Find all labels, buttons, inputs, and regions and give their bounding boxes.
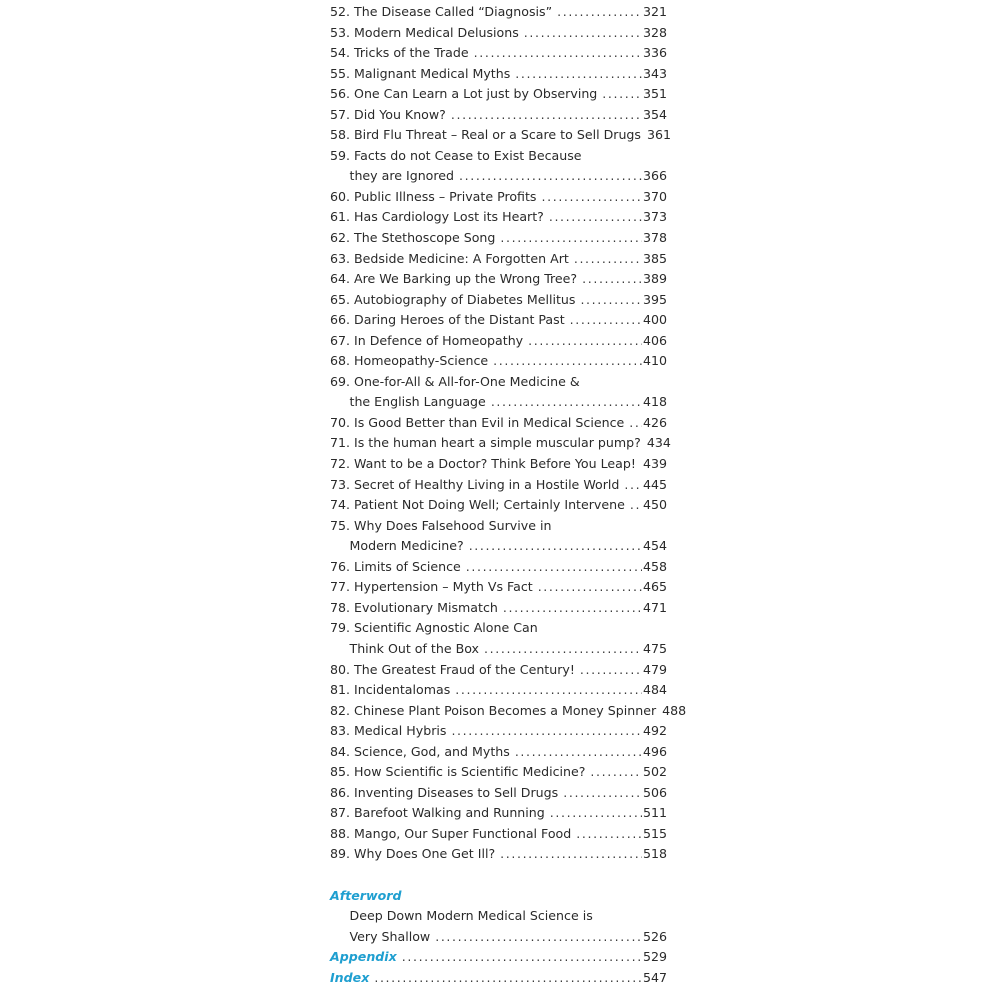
dot-leader	[602, 84, 642, 105]
toc-entry-continued	[330, 166, 667, 187]
entry-title: Malignant Medical Myths	[354, 65, 511, 81]
entry-number: 82.	[330, 702, 351, 718]
afterword-title: Deep Down Modern Medical Science is	[349, 908, 593, 924]
toc-entry	[330, 598, 667, 619]
entry-number: 58.	[330, 127, 351, 143]
entry-page: 511	[642, 805, 667, 821]
entry-page: 450	[642, 497, 667, 513]
entry-page: 454	[642, 538, 667, 554]
entry-number: 66.	[330, 312, 351, 328]
entry-title: Want to be a Doctor? Think Before You Leap!	[354, 456, 636, 472]
dot-leader	[451, 105, 642, 126]
entry-page: 366	[642, 168, 667, 184]
table-of-contents	[330, 2, 687, 988]
entry-number: 65.	[330, 291, 351, 307]
dot-leader	[524, 23, 642, 44]
entry-title: Scientific Agnostic Alone Can	[354, 620, 538, 636]
entry-title: Medical Hybris	[354, 723, 447, 739]
entry-page: 506	[642, 784, 667, 800]
entry-page: 479	[642, 661, 667, 677]
toc-entry	[330, 413, 667, 434]
afterword-heading	[330, 886, 667, 907]
dot-leader	[459, 166, 642, 187]
toc-entry	[330, 803, 667, 824]
afterword-entry-line1	[330, 906, 667, 927]
entry-page: 458	[642, 558, 667, 574]
toc-entry	[330, 84, 667, 105]
dot-leader	[550, 803, 642, 824]
entry-number: 73.	[330, 476, 351, 492]
entry-title: Homeopathy-Science	[354, 353, 489, 369]
entry-title-continued: the English Language	[349, 394, 486, 410]
toc-entry	[330, 660, 667, 681]
toc-entry	[330, 783, 667, 804]
entry-page: 385	[642, 250, 667, 266]
entry-page: 518	[642, 846, 667, 862]
entry-number: 88.	[330, 825, 351, 841]
toc-entry	[330, 146, 667, 167]
entry-number: 54.	[330, 45, 351, 61]
entry-title: The Greatest Fraud of the Century!	[354, 661, 575, 677]
entry-number: 86.	[330, 784, 351, 800]
afterword-label: Afterword	[330, 887, 402, 903]
entry-page: 426	[642, 414, 667, 430]
entry-title-continued: Modern Medicine?	[349, 538, 464, 554]
dot-leader	[590, 762, 642, 783]
entry-title: Why Does One Get Ill?	[354, 846, 496, 862]
dot-leader	[629, 413, 642, 434]
dot-leader	[515, 742, 642, 763]
toc-entry	[330, 125, 672, 146]
entry-title: Has Cardiology Lost its Heart?	[354, 209, 544, 225]
entry-title: Modern Medical Delusions	[354, 24, 519, 40]
toc-entry	[330, 557, 667, 578]
entry-number: 72.	[330, 456, 351, 472]
toc-entry	[330, 207, 667, 228]
toc-entry	[330, 433, 671, 454]
entry-title: Chinese Plant Poison Becomes a Money Spinner	[354, 702, 657, 718]
entry-page: 434	[646, 435, 671, 451]
dot-leader	[455, 680, 642, 701]
appendix-label: Appendix	[330, 949, 397, 965]
entry-title: Patient Not Doing Well; Certainly Intervene	[354, 497, 625, 513]
dot-leader	[484, 639, 642, 660]
entry-page: 336	[642, 45, 667, 61]
entry-number: 62.	[330, 230, 351, 246]
toc-entry	[330, 228, 667, 249]
entry-page: 354	[642, 106, 667, 122]
toc-entry	[330, 187, 667, 208]
entry-title: Tricks of the Trade	[354, 45, 469, 61]
toc-entry	[330, 64, 667, 85]
entry-title: Are We Barking up the Wrong Tree?	[354, 271, 578, 287]
entry-title-continued: they are Ignored	[349, 168, 455, 184]
entry-title: Did You Know?	[354, 106, 446, 122]
entry-page: 343	[642, 65, 667, 81]
entry-title: Secret of Healthy Living in a Hostile World	[354, 476, 620, 492]
entry-number: 55.	[330, 65, 351, 81]
entry-title: The Disease Called “Diagnosis”	[354, 4, 553, 19]
index-entry	[330, 968, 667, 989]
toc-entry	[330, 310, 667, 331]
section-gap	[330, 865, 667, 886]
toc-entries	[330, 2, 687, 865]
dot-leader	[641, 454, 642, 475]
entry-number: 63.	[330, 250, 351, 266]
dot-leader	[576, 824, 642, 845]
entry-title: Bird Flu Threat – Real or a Scare to Sell Drugs	[354, 127, 641, 143]
toc-entry	[330, 249, 667, 270]
dot-leader	[563, 783, 642, 804]
entry-title: Autobiography of Diabetes Mellitus	[354, 291, 576, 307]
toc-entry	[330, 495, 667, 516]
entry-number: 68.	[330, 353, 351, 369]
dot-leader	[630, 495, 642, 516]
entry-number: 59.	[330, 147, 351, 163]
entry-title: Barefoot Walking and Running	[354, 805, 545, 821]
afterword-entry-line2	[330, 927, 667, 948]
toc-entry	[330, 742, 667, 763]
index-page: 547	[642, 969, 667, 985]
entry-page: 321	[642, 4, 667, 19]
entry-title: In Defence of Homeopathy	[354, 332, 524, 348]
toc-entry	[330, 290, 667, 311]
entry-number: 69.	[330, 373, 351, 389]
dot-leader	[451, 721, 642, 742]
dot-leader	[491, 392, 642, 413]
appendix-entry	[330, 947, 667, 968]
entry-number: 67.	[330, 332, 351, 348]
toc-entry	[330, 105, 667, 126]
toc-entry	[330, 680, 667, 701]
entry-title: Bedside Medicine: A Forgotten Art	[354, 250, 569, 266]
entry-number: 76.	[330, 558, 351, 574]
entry-number: 56.	[330, 86, 351, 102]
dot-leader	[580, 660, 642, 681]
entry-title: Inventing Diseases to Sell Drugs	[354, 784, 559, 800]
dot-leader	[574, 249, 642, 270]
toc-entry	[330, 577, 667, 598]
entry-number: 57.	[330, 106, 351, 122]
toc-entry-continued	[330, 639, 667, 660]
dot-leader	[542, 187, 642, 208]
dot-leader	[582, 269, 642, 290]
dot-leader	[500, 844, 642, 865]
entry-title: Is the human heart a simple muscular pump?	[354, 435, 641, 451]
toc-entry	[330, 721, 667, 742]
entry-page: 406	[642, 332, 667, 348]
dot-leader	[503, 598, 642, 619]
entry-page: 395	[642, 291, 667, 307]
entry-page: 492	[642, 723, 667, 739]
entry-page: 418	[642, 394, 667, 410]
entry-number: 70.	[330, 414, 351, 430]
entry-page: 378	[642, 230, 667, 246]
entry-title: Incidentalomas	[354, 682, 451, 698]
entry-title: Public Illness – Private Profits	[354, 188, 537, 204]
entry-number: 89.	[330, 846, 351, 862]
entry-page: 502	[642, 764, 667, 780]
appendix-page: 529	[642, 949, 667, 965]
entry-title: One Can Learn a Lot just by Observing	[354, 86, 598, 102]
entry-title: How Scientific is Scientific Medicine?	[354, 764, 586, 780]
toc-entry	[330, 475, 667, 496]
entry-title: One-for-All & All-for-One Medicine &	[354, 373, 580, 389]
entry-page: 328	[642, 24, 667, 40]
entry-title: Science, God, and Myths	[354, 743, 510, 759]
entry-page: 471	[642, 599, 667, 615]
toc-entry	[330, 372, 667, 393]
entry-title-continued: Think Out of the Box	[349, 640, 480, 656]
entry-title: Facts do not Cease to Exist Because	[354, 147, 582, 163]
entry-page: 351	[642, 86, 667, 102]
entry-number: 77.	[330, 579, 351, 595]
entry-page: 496	[642, 743, 667, 759]
dot-leader	[549, 207, 642, 228]
entry-title: Mango, Our Super Functional Food	[354, 825, 572, 841]
afterword-title-continued: Very Shallow	[349, 928, 431, 944]
entry-number: 83.	[330, 723, 351, 739]
entry-title: Daring Heroes of the Distant Past	[354, 312, 565, 328]
dot-leader	[580, 290, 642, 311]
entry-number: 52.	[330, 4, 351, 19]
dot-leader	[624, 475, 642, 496]
entry-page: 465	[642, 579, 667, 595]
entry-page: 370	[642, 188, 667, 204]
entry-page: 445	[642, 476, 667, 492]
toc-entry-continued	[330, 392, 667, 413]
entry-page: 439	[642, 456, 667, 472]
entry-page: 488	[662, 702, 687, 718]
entry-number: 61.	[330, 209, 351, 225]
toc-entry	[330, 516, 667, 537]
entry-number: 75.	[330, 517, 351, 533]
toc-entry	[330, 351, 667, 372]
entry-title: Hypertension – Myth Vs Fact	[354, 579, 533, 595]
entry-number: 81.	[330, 682, 351, 698]
dot-leader	[570, 310, 642, 331]
dot-leader	[493, 351, 642, 372]
dot-leader	[402, 947, 642, 968]
toc-entry-continued	[330, 536, 667, 557]
entry-number: 80.	[330, 661, 351, 677]
entry-page: 389	[642, 271, 667, 287]
entry-page: 400	[642, 312, 667, 328]
entry-number: 85.	[330, 764, 351, 780]
entry-number: 53.	[330, 24, 351, 40]
entry-number: 79.	[330, 620, 351, 636]
toc-entry	[330, 23, 667, 44]
toc-entry	[330, 43, 667, 64]
dot-leader	[538, 577, 642, 598]
entry-number: 78.	[330, 599, 351, 615]
entry-title: Why Does Falsehood Survive in	[354, 517, 552, 533]
afterword-page: 526	[642, 928, 667, 944]
dot-leader	[466, 557, 642, 578]
dot-leader	[374, 968, 642, 989]
toc-entry	[330, 762, 667, 783]
index-label: Index	[330, 969, 370, 985]
toc-entry	[330, 618, 667, 639]
entry-page: 361	[646, 127, 672, 143]
entry-number: 74.	[330, 497, 351, 513]
dot-leader	[557, 2, 642, 23]
entry-title: Evolutionary Mismatch	[354, 599, 498, 615]
toc-entry	[330, 454, 667, 475]
toc-entry	[330, 844, 667, 865]
entry-title: Limits of Science	[354, 558, 461, 574]
dot-leader	[528, 331, 642, 352]
entry-number: 60.	[330, 188, 351, 204]
toc-entry	[330, 331, 667, 352]
entry-page: 373	[642, 209, 667, 225]
entry-title: The Stethoscope Song	[354, 230, 496, 246]
entry-number: 71.	[330, 435, 351, 451]
entry-page: 475	[642, 640, 667, 656]
entry-page: 515	[642, 825, 667, 841]
toc-entry	[330, 269, 667, 290]
entry-page: 410	[642, 353, 667, 369]
entry-page: 484	[642, 682, 667, 698]
dot-leader	[474, 43, 642, 64]
toc-entry	[330, 824, 667, 845]
entry-title: Is Good Better than Evil in Medical Science	[354, 414, 625, 430]
toc-entry	[330, 701, 687, 722]
dot-leader	[435, 927, 642, 948]
entry-number: 64.	[330, 271, 351, 287]
toc-entry	[330, 2, 667, 23]
dot-leader	[515, 64, 642, 85]
entry-number: 84.	[330, 743, 351, 759]
dot-leader	[500, 228, 642, 249]
dot-leader	[469, 536, 642, 557]
entry-number: 87.	[330, 805, 351, 821]
